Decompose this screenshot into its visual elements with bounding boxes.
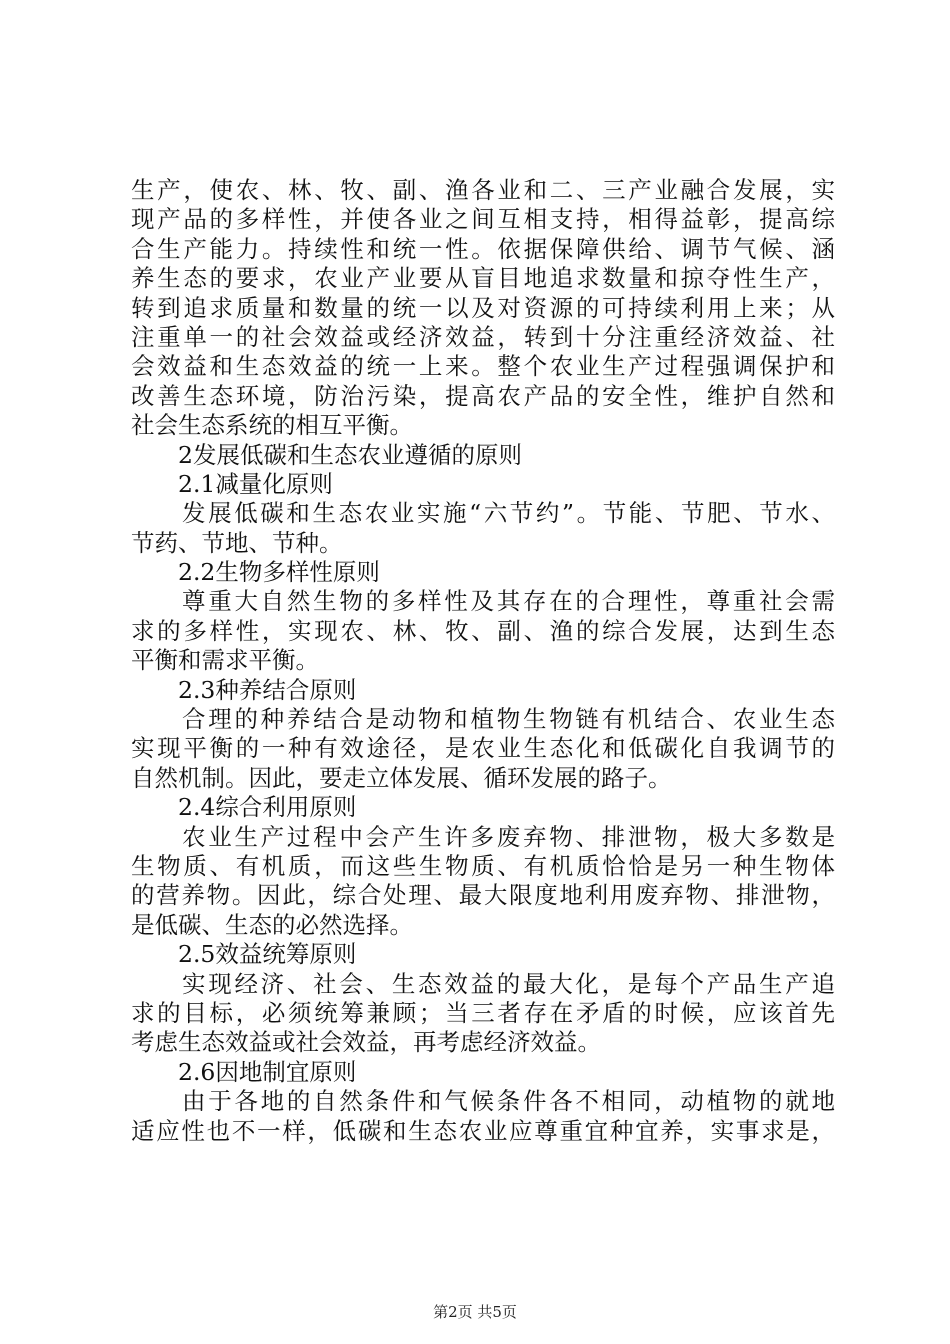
section-heading: 2.1减量化原则 <box>178 469 333 498</box>
paragraph-last-line: 节药、节地、节种。 <box>131 528 343 557</box>
paragraph-last-line: 社会生态系统的相互平衡。 <box>131 411 413 440</box>
paragraph-line: 合生产能力。持续性和统一性。依据保障供给、调节气候、涵 <box>131 234 835 263</box>
paragraph-first-line: 由于各地的自然条件和气候条件各不相同，动植物的就地 <box>182 1087 835 1116</box>
section-heading: 2.2生物多样性原则 <box>178 558 380 587</box>
paragraph-line: 求的目标，必须统筹兼顾；当三者存在矛盾的时候，应该首先 <box>131 998 835 1027</box>
section-heading: 2.4综合利用原则 <box>178 793 357 822</box>
section-heading: 2.3种养结合原则 <box>178 675 357 704</box>
paragraph-last-line: 自然机制。因此，要走立体发展、循环发展的路子。 <box>131 763 672 792</box>
paragraph-first-line: 实现经济、社会、生态效益的最大化，是每个产品生产追 <box>182 969 835 998</box>
paragraph-last-line: 考虑生态效益或社会效益，再考虑经济效益。 <box>131 1028 601 1057</box>
paragraph-line: 养生态的要求，农业产业要从盲目地追求数量和掠夺性生产， <box>131 264 835 293</box>
paragraph-line: 现产品的多样性，并使各业之间互相支持，相得益彰，提高综 <box>131 205 835 234</box>
paragraph-line: 改善生态环境，防治污染，提高农产品的安全性，维护自然和 <box>131 381 835 410</box>
paragraph-line: 转到追求质量和数量的统一以及对资源的可持续利用上来；从 <box>131 293 835 322</box>
paragraph-line: 求的多样性，实现农、林、牧、副、渔的综合发展，达到生态 <box>131 616 835 645</box>
section-heading: 2发展低碳和生态农业遵循的原则 <box>178 440 522 469</box>
paragraph-line: 实现平衡的一种有效途径，是农业生态化和低碳化自我调节的 <box>131 734 835 763</box>
paragraph-first-line: 合理的种养结合是动物和植物生物链有机结合、农业生态 <box>182 705 835 734</box>
section-heading: 2.6因地制宜原则 <box>178 1057 357 1086</box>
paragraph-first-line: 尊重大自然生物的多样性及其存在的合理性，尊重社会需 <box>182 587 835 616</box>
paragraph-line: 适应性也不一样，低碳和生态农业应尊重宜种宜养，实事求是， <box>131 1116 835 1145</box>
paragraph-line: 会效益和生态效益的统一上来。整个农业生产过程强调保护和 <box>131 352 835 381</box>
section-heading: 2.5效益统筹原则 <box>178 940 357 969</box>
paragraph-last-line: 是低碳、生态的必然选择。 <box>131 910 413 939</box>
paragraph-line: 生物质、有机质，而这些生物质、有机质恰恰是另一种生物体 <box>131 851 835 880</box>
document-body <box>131 176 835 1146</box>
page-footer: 第2页 共5页 <box>433 1303 517 1321</box>
paragraph-first-line: 发展低碳和生态农业实施“六节约”。节能、节肥、节水、 <box>182 499 835 528</box>
paragraph-line: 注重单一的社会效益或经济效益，转到十分注重经济效益、社 <box>131 322 835 351</box>
paragraph-line: 的营养物。因此，综合处理、最大限度地利用废弃物、排泄物， <box>131 881 835 910</box>
paragraph-line: 生产，使农、林、牧、副、渔各业和二、三产业融合发展，实 <box>131 176 835 204</box>
paragraph-first-line: 农业生产过程中会产生许多废弃物、排泄物，极大多数是 <box>182 822 835 851</box>
paragraph-last-line: 平衡和需求平衡。 <box>131 646 319 675</box>
